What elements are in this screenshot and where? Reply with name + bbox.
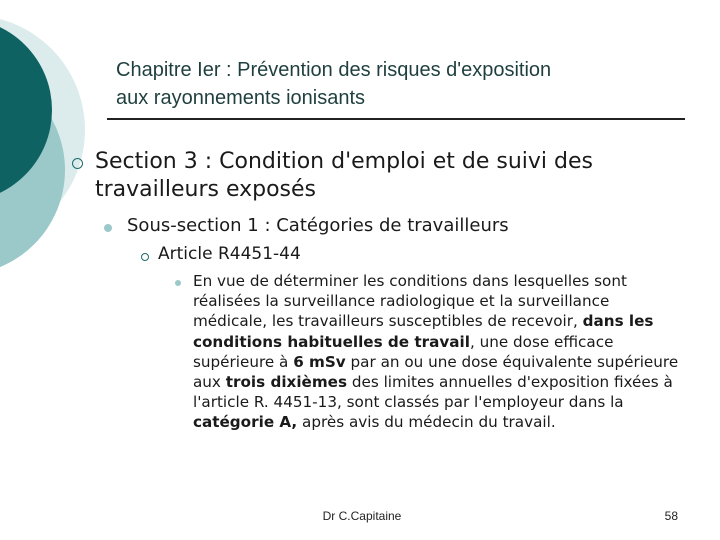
dot-bullet-icon bbox=[104, 224, 112, 232]
page-number: 58 bbox=[664, 509, 678, 523]
body-text: , une dose efficace supérieure à bbox=[193, 332, 614, 371]
footer-author: Dr C.Capitaine bbox=[322, 509, 402, 523]
body-text: par an ou une dose équivalente supérieure aux bbox=[193, 352, 679, 392]
subsection-heading: Sous-section 1 : Catégories de travailleurs bbox=[127, 215, 509, 236]
article-heading: Article R4451-44 bbox=[158, 244, 301, 264]
title-line-1: Chapitre Ier : Prévention des risques d'exposition bbox=[116, 59, 552, 81]
body-bold: catégorie A, bbox=[193, 413, 298, 432]
body-text: des limites annuelles d'exposition fixées à l'article R. 4451-13, sont classés par l'employeur dans la bbox=[193, 373, 673, 412]
body-text: En vue de déterminer les conditions dans lesquelles sont réalisées la surveillance radiologique et la surveillance médicale, les travailleurs susceptibles de recevoir, bbox=[193, 272, 627, 331]
dot-bullet-icon bbox=[175, 280, 181, 286]
ring-bullet-icon bbox=[72, 158, 83, 169]
body-text: après avis du médecin du travail. bbox=[297, 413, 556, 432]
body-bold: 6 mSv bbox=[293, 352, 346, 371]
ring-bullet-icon bbox=[141, 253, 149, 261]
title-line-2: aux rayonnements ionisants bbox=[116, 87, 366, 109]
section-heading: Section 3 : Condition d'emploi et de suivi des travailleurs exposés bbox=[95, 149, 593, 202]
title-divider bbox=[107, 118, 685, 120]
body-bold: dans les conditions habituelles de travail bbox=[193, 312, 654, 351]
slide-title bbox=[116, 56, 686, 112]
article-body bbox=[193, 271, 683, 433]
body-bold: trois dixièmes bbox=[225, 373, 348, 392]
